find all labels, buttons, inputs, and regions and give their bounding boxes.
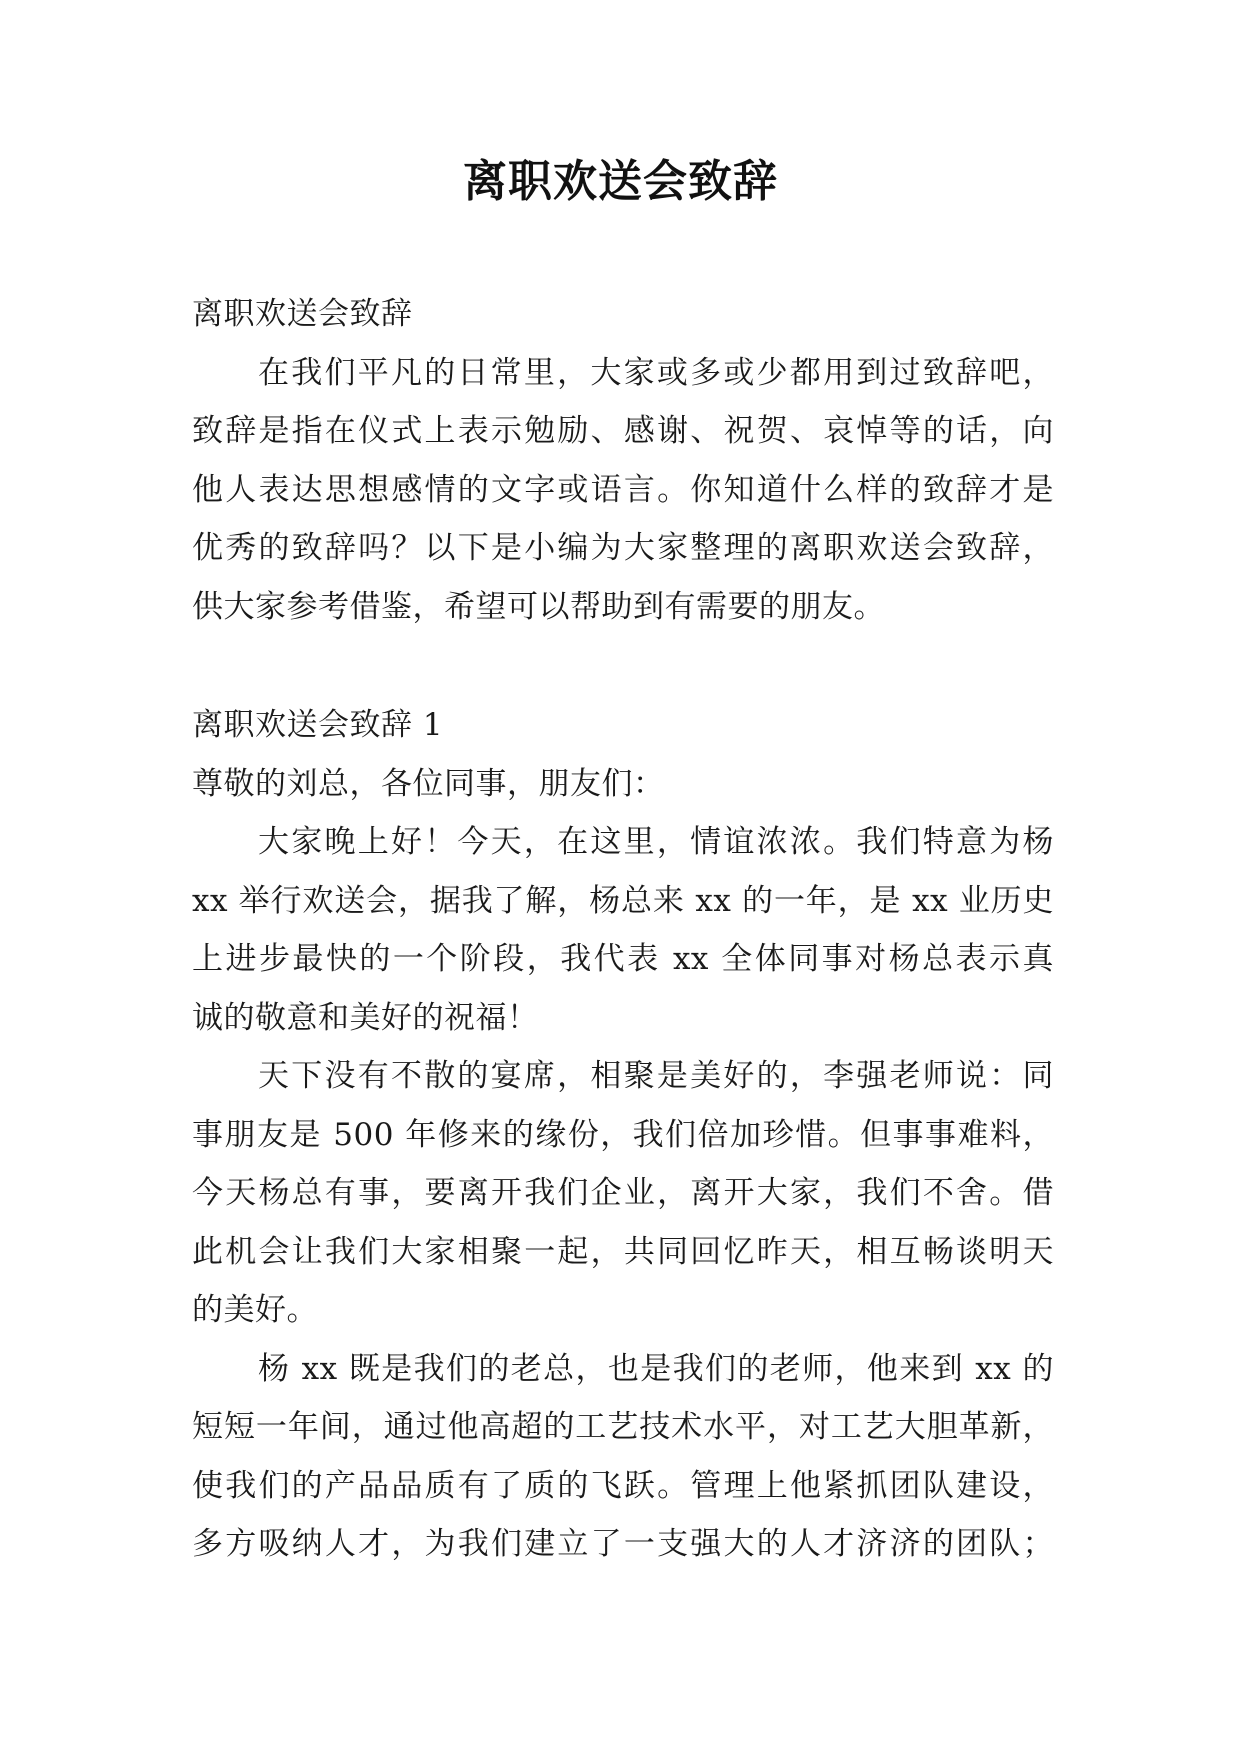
document-title: 离职欢送会致辞	[463, 156, 778, 207]
paragraph-line: 今天杨总有事，要离开我们企业，离开大家，我们不舍。借	[192, 1175, 1054, 1211]
paragraph-line: 诚的敬意和美好的祝福！	[192, 999, 539, 1036]
salutation: 尊敬的刘总，各位同事，朋友们：	[192, 765, 665, 802]
paragraph-line: 事朋友是 500 年修来的缘份，我们倍加珍惜。但事事难料，	[192, 1116, 1054, 1153]
document-body	[192, 285, 1054, 1574]
intro-line: 供大家参考借鉴，希望可以帮助到有需要的朋友。	[192, 588, 885, 625]
paragraph-line: xx 举行欢送会，据我了解，杨总来 xx 的一年，是 xx 业历史	[192, 882, 1054, 919]
paragraph-line: 杨 xx 既是我们的老总，也是我们的老师，他来到 xx 的	[258, 1350, 1054, 1387]
paragraph-line: 短短一年间，通过他高超的工艺技术水平，对工艺大胆革新，	[192, 1409, 1054, 1445]
section-spacer	[192, 636, 1054, 696]
intro-line: 他人表达思想感情的文字或语言。你知道什么样的致辞才是	[192, 471, 1054, 508]
subtitle: 离职欢送会致辞	[192, 296, 413, 332]
intro-line: 优秀的致辞吗？以下是小编为大家整理的离职欢送会致辞，	[192, 530, 1054, 566]
paragraph-line: 此机会让我们大家相聚一起，共同回忆昨天，相互畅谈明天	[192, 1233, 1054, 1270]
paragraph-line: 上进步最快的一个阶段，我代表 xx 全体同事对杨总表示真	[192, 941, 1054, 977]
paragraph-line: 使我们的产品品质有了质的飞跃。管理上他紧抓团队建设，	[192, 1467, 1054, 1504]
intro-line: 致辞是指在仪式上表示勉励、感谢、祝贺、哀悼等的话，向	[192, 413, 1054, 449]
paragraph-line: 多方吸纳人才，为我们建立了一支强大的人才济济的团队；	[192, 1526, 1054, 1562]
paragraph-line: 大家晚上好！今天，在这里，情谊浓浓。我们特意为杨	[258, 824, 1054, 860]
section-heading: 离职欢送会致辞 1	[192, 707, 444, 743]
intro-line: 在我们平凡的日常里，大家或多或少都用到过致辞吧，	[258, 354, 1054, 391]
paragraph-line: 天下没有不散的宴席，相聚是美好的，李强老师说：同	[258, 1058, 1054, 1094]
paragraph-line: 的美好。	[192, 1292, 318, 1328]
